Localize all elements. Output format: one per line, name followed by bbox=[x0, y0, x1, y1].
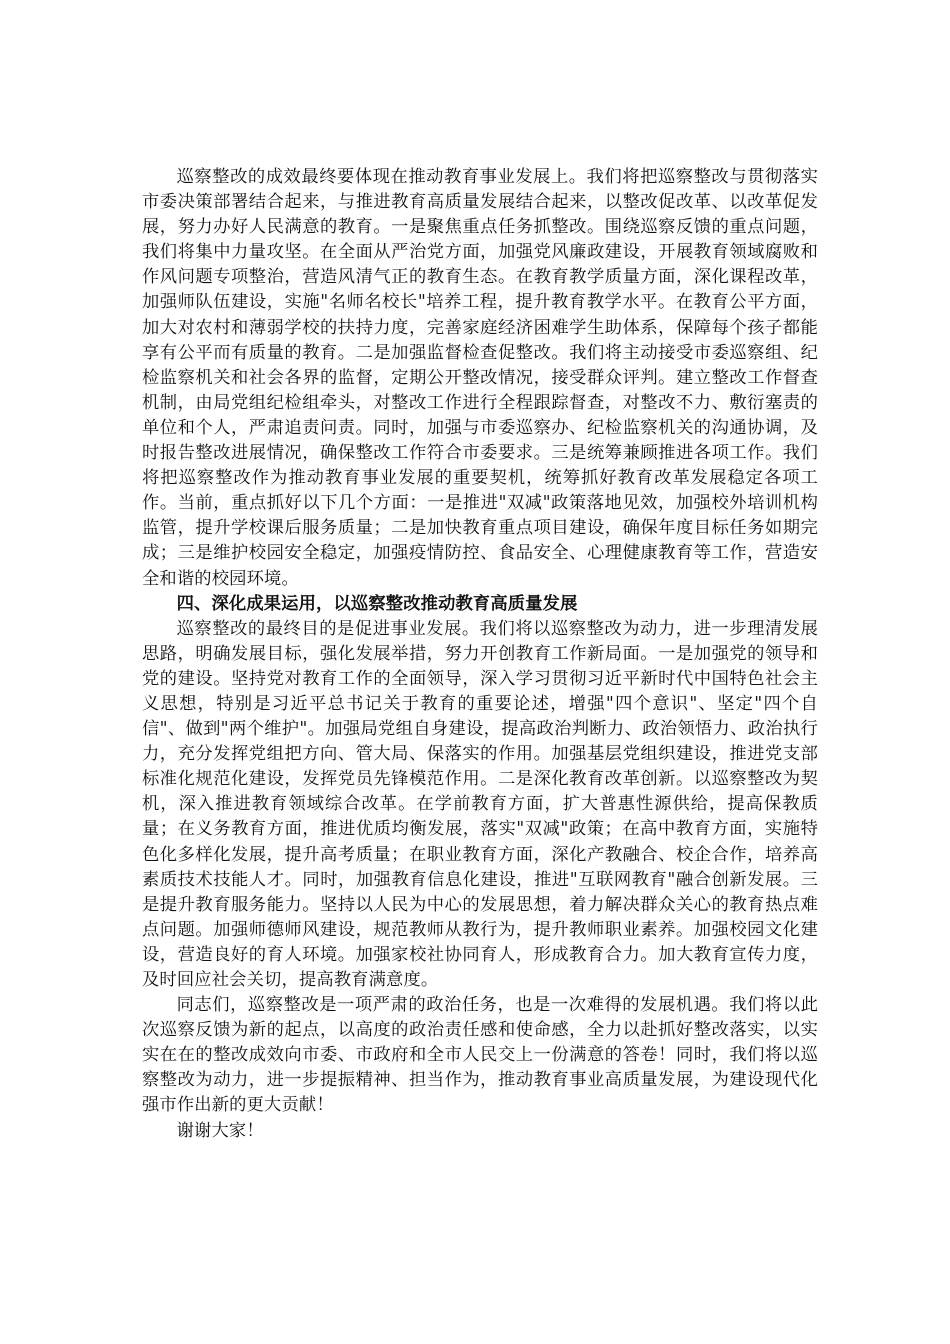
paragraph-closing-remarks: 同志们，巡察整改是一项严肃的政治任务，也是一次难得的发展机遇。我们将以此次巡察反馈为新的起点，以高度的政治责任感和使命感，全力以赴抓好整改落实，以实实在在的整改成效向市委、市政府和全市人民交上一份满意的答卷！同时，我们将以巡察整改为动力，进一步提振精神、担当作为，推动教育事业高质量发展，为建设现代化强市作出新的更大贡献！ bbox=[142, 995, 818, 1116]
paragraph-thanks: 谢谢大家！ bbox=[176, 1120, 264, 1141]
paragraph-rectification-results: 巡察整改的成效最终要体现在推动教育事业发展上。我们将把巡察整改与贯彻落实市委决策部署结合起来，与推进教育高质量发展结合起来，以整改促改革、以改革促发展，努力办好人民满意的教育。一是聚焦重点任务抓整改。围绕巡察反馈的重点问题，我们将集中力量攻坚。在全面从严治党方面，加强党风廉政建设，开展教育领域腐败和作风问题专项整治，营造风清气正的教育生态。在教育教学质量方面，深化课程改革，加强师队伍建设，实施"名师名校长"培养工程，提升教育教学水平。在教育公平方面，加大对农村和薄弱学校的扶持力度，完善家庭经济困难学生助体系，保障每个孩子都能享有公平而有质量的教育。二是加强监督检查促整改。我们将主动接受市委巡察组、纪检监察机关和社会各界的监督，定期公开整改情况，接受群众评判。建立整改工作督查机制，由局党组纪检组牵头，对整改工作进行全程跟踪督查，对整改不力、敷衍塞责的单位和个人，严肃追责问责。同时，加强与市委巡察办、纪检监察机关的沟通协调，及时报告整改进展情况，确保整改工作符合市委要求。三是统筹兼顾推进各项工作。我们将把巡察整改作为推动教育事业发展的重要契机，统筹抓好教育改革发展稳定各项工作。当前，重点抓好以下几个方面：一是推进"双减"政策落地见效，加强校外培训机构监管，提升学校课后服务质量；二是加快教育重点项目建设，确保年度目标任务如期完成；三是维护校园安全稳定，加强疫情防控、食品安全、心理健康教育等工作，营造安全和谐的校园环境。 bbox=[142, 167, 818, 589]
section-heading-four: 四、深化成果运用，以巡察整改推动教育高质量发展 bbox=[176, 593, 578, 614]
paragraph-deepen-application: 巡察整改的最终目的是促进事业发展。我们将以巡察整改为动力，进一步理清发展思路，明确发展目标，强化发展举措，努力开创教育工作新局面。一是加强党的领导和党的建设。坚持党对教育工作的全面领导，深入学习贯彻习近平新时代中国特色社会主义思想，特别是习近平总书记关于教育的重要论述，增强"四个意识"、坚定"四个自信"、做到"两个维护"。加强局党组自身建设，提高政治判断力、政治领悟力、政治执行力，充分发挥党组把方向、管大局、保落实的作用。加强基层党组织建设，推进党支部标准化规范化建设，发挥党员先锋模范作用。二是深化教育改革创新。以巡察整改为契机，深入推进教育领域综合改革。在学前教育方面，扩大普惠性源供给，提高保教质量；在义务教育方面，推进优质均衡发展，落实"双减"政策；在高中教育方面，实施特色化多样化发展，提升高考质量；在职业教育方面，深化产教融合、校企合作，培养高素质技术技能人才。同时，加强教育信息化建设，推进"互联网教育"融合创新发展。三是提升教育服务能力。坚持以人民为中心的发展思想，着力解决群众关心的教育热点难点问题。加强师德师风建设，规范教师从教行为，提升教师职业素养。加强校园文化建设，营造良好的育人环境。加强家校社协同育人，形成教育合力。加大教育宣传力度，及时回应社会关切，提高教育满意度。 bbox=[142, 618, 818, 990]
document-page bbox=[142, 165, 818, 1144]
